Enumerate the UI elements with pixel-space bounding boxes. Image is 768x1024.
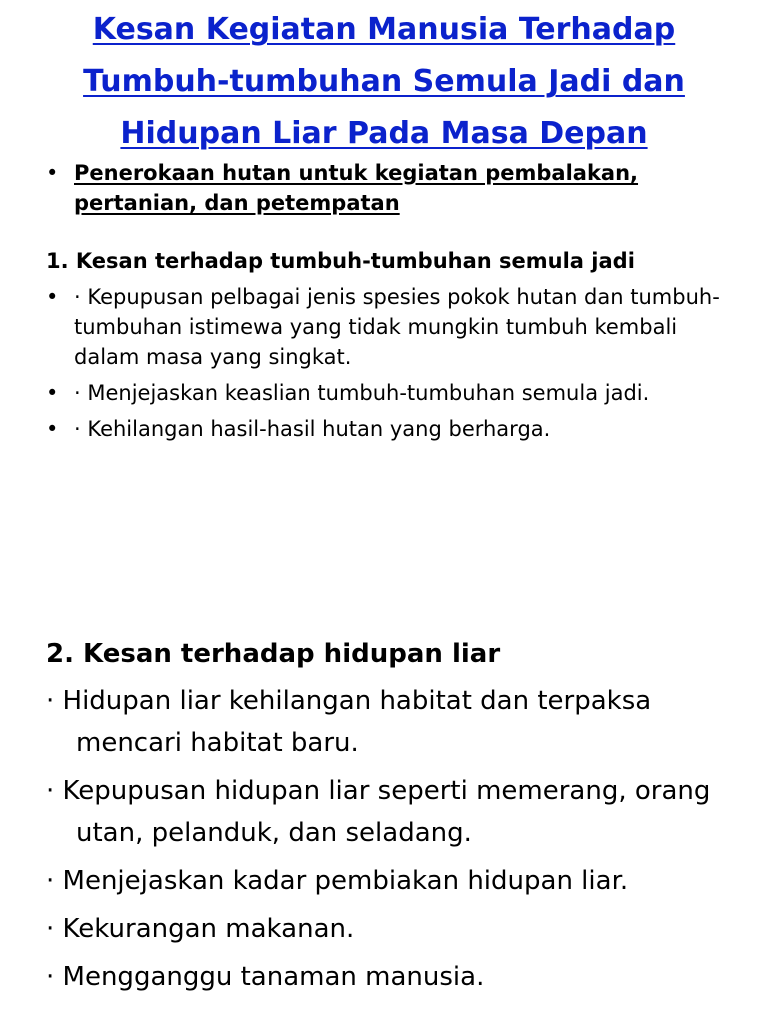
title-line-3: Hidupan Liar Pada Masa Depan bbox=[120, 116, 648, 151]
list-item: · Menjejaskan kadar pembiakan hidupan liar. bbox=[46, 866, 629, 896]
section-wildlife bbox=[46, 634, 746, 1004]
list-item: · Hidupan liar kehilangan habitat dan terpaksa mencari habitat baru. bbox=[46, 686, 652, 758]
bullet-icon: • bbox=[46, 285, 59, 309]
list-item: · Kepupusan hidupan liar seperti memerang, orang utan, pelanduk, dan seladang. bbox=[46, 776, 711, 848]
section1-heading: 1. Kesan terhadap tumbuh-tumbuhan semula jadi bbox=[46, 249, 635, 273]
list-item: · Kekurangan makanan. bbox=[46, 914, 355, 944]
section-plants bbox=[46, 158, 746, 444]
list-item-text: · Menjejaskan keaslian tumbuh-tumbuhan semula jadi. bbox=[74, 381, 650, 405]
title-line-2: Tumbuh-tumbuhan Semula Jadi dan bbox=[83, 64, 685, 99]
section2-heading: 2. Kesan terhadap hidupan liar bbox=[46, 639, 501, 669]
list-item bbox=[46, 378, 746, 408]
list-item: · Mengganggu tanaman manusia. bbox=[46, 962, 485, 992]
page-title bbox=[20, 4, 748, 160]
intro-text: Penerokaan hutan untuk kegiatan pembalakan, pertanian, dan petempatan bbox=[74, 161, 639, 215]
intro-bullet bbox=[46, 158, 746, 218]
bullet-icon: • bbox=[46, 417, 59, 441]
list-item bbox=[46, 414, 746, 444]
bullet-icon: • bbox=[46, 161, 59, 185]
list-item-text: · Kehilangan hasil-hasil hutan yang berharga. bbox=[74, 417, 551, 441]
bullet-icon: • bbox=[46, 381, 59, 405]
list-item bbox=[46, 282, 746, 372]
title-line-1: Kesan Kegiatan Manusia Terhadap bbox=[92, 12, 676, 47]
list-item-text: · Kepupusan pelbagai jenis spesies pokok hutan dan tumbuh-tumbuhan istimewa yang tidak mungkin tumbuh kembali dalam masa yang singkat. bbox=[74, 285, 720, 369]
